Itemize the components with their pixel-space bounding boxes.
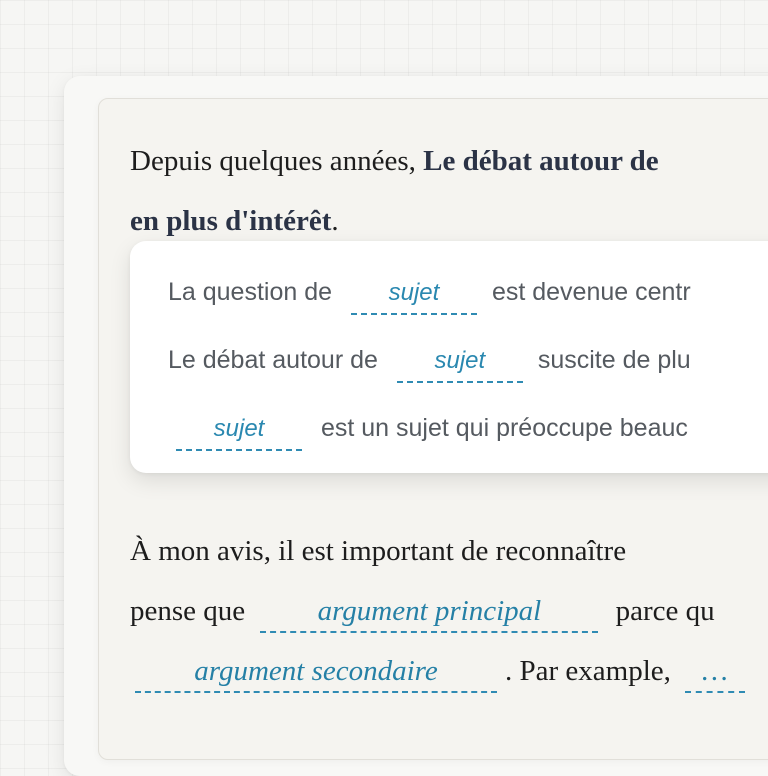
option-text-after: suscite de plu <box>537 346 691 374</box>
paragraph-opinion-line-3 <box>135 651 745 691</box>
subject-blank[interactable]: sujet <box>351 275 477 311</box>
subject-blank[interactable]: sujet <box>176 411 302 447</box>
main-argument-blank[interactable]: argument principal <box>260 593 598 629</box>
opinion-suffix: parce qu <box>615 595 715 627</box>
suggestion-option[interactable] <box>176 410 688 447</box>
paragraph-intro-line-1 <box>130 141 659 181</box>
paragraph-opinion-line-1 <box>130 531 626 571</box>
suggestion-option[interactable] <box>168 342 691 379</box>
example-blank[interactable]: … <box>685 653 745 689</box>
intro-highlight[interactable]: Le débat autour de <box>423 145 659 177</box>
secondary-argument-blank[interactable]: argument secondaire <box>135 653 497 689</box>
paragraph-intro-line-2 <box>130 201 339 241</box>
example-text: . Par example, <box>505 655 671 687</box>
suggestion-option[interactable] <box>168 274 691 311</box>
intro-highlight-continued[interactable]: en plus d'intérêt <box>130 205 332 237</box>
paragraph-opinion-line-2 <box>130 591 715 631</box>
option-text-before: La question de <box>168 278 333 306</box>
subject-blank[interactable]: sujet <box>397 343 523 379</box>
option-text-after: est un sujet qui préoccupe beauc <box>320 414 688 442</box>
option-text-after: est devenue centr <box>491 278 691 306</box>
intro-period: . <box>331 205 339 237</box>
intro-prefix: Depuis quelques années, <box>130 145 416 177</box>
option-text-before: Le débat autour de <box>168 346 378 374</box>
opinion-text: À mon avis, il est important de reconnaître <box>130 535 627 567</box>
opinion-prefix: pense que <box>130 595 246 627</box>
